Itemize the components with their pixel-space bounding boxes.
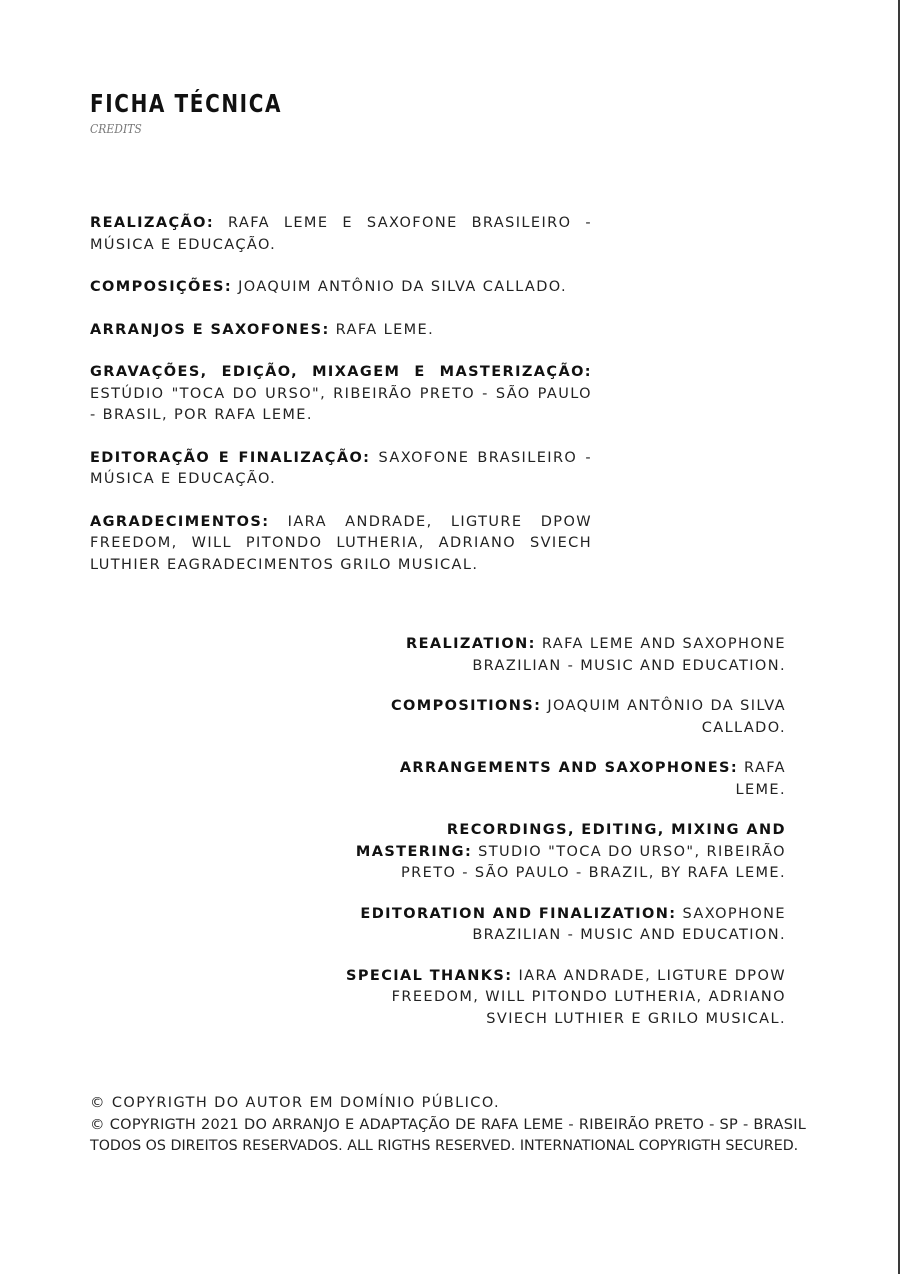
credit-label: SPECIAL THANKS:: [346, 967, 513, 984]
credit-value: SAXOFONE BRASILEIRO - MÚSICA E EDUCAÇÃO.: [90, 449, 592, 487]
en-credit-realization: [345, 634, 786, 677]
copyright-line-1: © COPYRIGTH DO AUTOR EM DOMÍNIO PÚBLICO.: [90, 1095, 501, 1111]
en-credit-editoration: [345, 904, 786, 947]
credit-value: RAFA LEME E SAXOFONE BRASILEIRO - MÚSICA E EDUCAÇÃO.: [90, 215, 592, 253]
copyright-line-2: © COPYRIGTH 2021 DO ARRANJO E ADAPTAÇÃO DE RAFA LEME - RIBEIRÃO PRETO - SP - BRASIL: [90, 1116, 807, 1133]
credit-label: GRAVAÇÕES, EDIÇÃO, MIXAGEM E MASTERIZAÇÃO:: [90, 364, 592, 380]
pt-credit-editoracao: [90, 448, 592, 491]
credit-value: RAFA LEME.: [329, 321, 435, 338]
credit-value: RAFA LEME AND SAXOPHONE BRAZILIAN - MUSIC AND EDUCATION.: [472, 636, 786, 674]
credit-label: EDITORATION AND FINALIZATION:: [360, 905, 677, 922]
en-credit-compositions: [345, 696, 786, 739]
credit-value: STUDIO "TOCA DO URSO", RIBEIRÃO PRETO - SÃO PAULO - BRAZIL, BY RAFA LEME.: [401, 843, 786, 881]
pt-credit-gravacoes: [90, 362, 592, 427]
pt-credit-arranjos: [90, 320, 592, 342]
credit-value: RAFA LEME.: [735, 760, 786, 798]
copyright-line-3: TODOS OS DIREITOS RESERVADOS. ALL RIGTHS RESERVED. INTERNATIONAL COPYRIGTH SECURED.: [90, 1138, 799, 1154]
pt-credits: [90, 213, 592, 597]
credit-label: COMPOSIÇÕES:: [90, 279, 233, 295]
en-credit-arrangements: [345, 758, 786, 801]
credit-value: JOAQUIM ANTÔNIO DA SILVA CALLADO.: [541, 698, 786, 736]
credit-label: AGRADECIMENTOS:: [90, 513, 270, 530]
credit-label: ARRANJOS E SAXOFONES:: [90, 321, 330, 338]
pt-credit-agradecimentos: [90, 512, 592, 577]
credit-label: RECORDINGS, EDITING, MIXING AND MASTERING:: [355, 822, 786, 860]
credit-value: SAXOPHONE BRAZILIAN - MUSIC AND EDUCATION.: [472, 905, 786, 943]
title-block: [90, 88, 330, 136]
en-credits: [345, 634, 786, 1049]
credit-value: IARA ANDRADE, LIGTURE DPOW FREEDOM, WILL PITONDO LUTHERIA, ADRIANO SVIECH LUTHIER E GRILO MUSICAL.: [391, 967, 786, 1027]
credit-label: ARRANGEMENTS AND SAXOPHONES:: [399, 760, 739, 776]
en-credit-recordings: [345, 820, 786, 885]
credit-value: IARA ANDRADE, LIGTURE DPOW FREEDOM, WILL PITONDO LUTHERIA, ADRIANO SVIECH LUTHIER EAGRADECIMENTOS GRILO MUSICAL.: [90, 513, 592, 573]
credit-label: REALIZAÇÃO:: [90, 215, 215, 231]
credit-label: REALIZATION:: [406, 636, 536, 652]
pt-credit-realizacao: [90, 213, 592, 256]
page-subtitle: CREDITS: [90, 122, 142, 136]
copyright-block: [90, 1093, 810, 1158]
pt-credit-composicoes: [90, 277, 592, 299]
credit-label: COMPOSITIONS:: [390, 698, 542, 714]
credit-value: ESTÚDIO "TOCA DO URSO", RIBEIRÃO PRETO - SÃO PAULO - BRASIL, POR RAFA LEME.: [90, 385, 592, 423]
en-credit-special-thanks: [345, 966, 786, 1031]
credit-value: JOAQUIM ANTÔNIO DA SILVA CALLADO.: [232, 279, 567, 295]
page-title: FICHA TÉCNICA: [90, 89, 283, 118]
credit-label: EDITORAÇÃO E FINALIZAÇÃO:: [90, 449, 371, 466]
